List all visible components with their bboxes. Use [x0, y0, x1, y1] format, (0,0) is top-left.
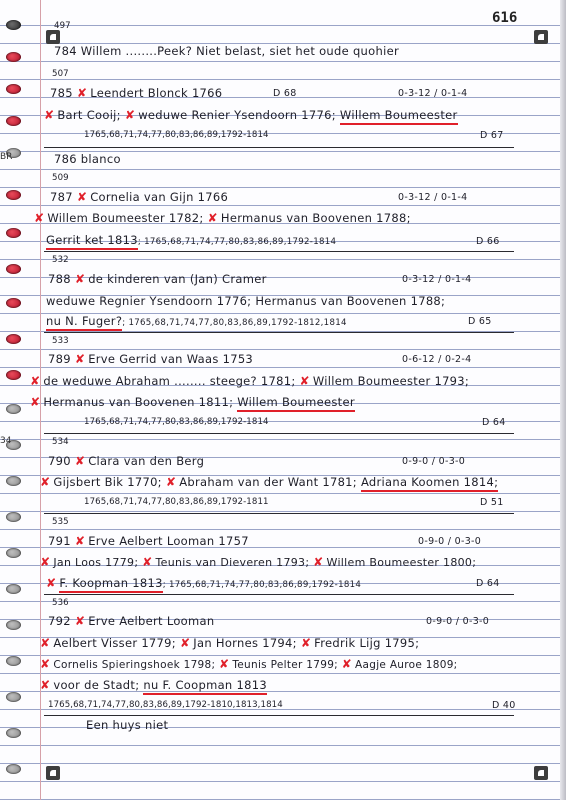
- entry-line: [34, 211, 411, 225]
- entry-line: 786 blanco: [54, 152, 121, 166]
- entry-line: 784 Willem ........Peek? Niet belast, siet het oude quohier: [54, 44, 399, 58]
- owner-name-underlined: Adriana Koomen 1814;: [361, 475, 498, 492]
- tax-amount: 0-9-0 / 0-3-0: [402, 456, 466, 467]
- owner-name: Cornelia van Gijn 1766: [90, 190, 229, 204]
- binder-hole: [6, 298, 21, 308]
- binder-hole: [6, 656, 21, 666]
- binder-hole: [6, 584, 21, 594]
- cross-mark-icon: ✘: [40, 475, 51, 489]
- owner-name: Fredrik Lijg 1795;: [314, 636, 420, 650]
- cross-mark-icon: ✘: [341, 657, 353, 671]
- owner-name: Abraham van der Want 1781;: [179, 475, 357, 489]
- cross-mark-icon: ✘: [74, 454, 86, 468]
- owner-name: voor de Stadt;: [53, 678, 140, 692]
- owner-name: Willem Boumeester 1800;: [326, 556, 477, 569]
- entry-number: 792: [48, 614, 71, 628]
- side-mark: 34: [0, 436, 12, 446]
- cross-mark-icon: ✘: [179, 636, 191, 650]
- cross-mark-icon: ✘: [313, 555, 324, 569]
- entry-line: [30, 395, 355, 409]
- entry-line: [50, 190, 228, 204]
- folio-ref: D 64: [482, 417, 506, 428]
- cross-mark-icon: ✘: [74, 352, 86, 366]
- entry-divider: [44, 433, 514, 434]
- cross-mark-icon: ✘: [40, 636, 51, 650]
- binder-hole: [6, 116, 21, 126]
- cross-mark-icon: ✘: [34, 211, 45, 225]
- cross-mark-icon: ✘: [76, 190, 88, 204]
- entry-number: 787: [50, 190, 73, 204]
- binder-hole: [6, 20, 21, 30]
- entry-line: [44, 108, 458, 122]
- folio-ref: D 68: [273, 88, 297, 99]
- owner-name-underlined: Willem Boumeester: [237, 395, 355, 412]
- year-list: 1765,68,71,74,77,80,83,86,89,1792-1814: [84, 130, 269, 140]
- owner-name: Gijsbert Bik 1770;: [53, 475, 162, 489]
- owner-name-underlined: F. Koopman 1813: [59, 576, 162, 593]
- cross-mark-icon: ✘: [74, 534, 86, 548]
- entry-line: [40, 657, 458, 671]
- year-list: ; 1765,68,71,74,77,80,83,86,89,1792-1814: [137, 237, 337, 247]
- binder-hole: [6, 404, 21, 414]
- owner-name: Aagje Auroe 1809;: [355, 659, 458, 671]
- cross-mark-icon: ✘: [40, 657, 51, 671]
- owner-name: Erve Gerrid van Waas 1753: [88, 352, 254, 366]
- entry-line: [46, 576, 361, 590]
- entry-line: [48, 454, 204, 468]
- corner-logo-icon: [534, 766, 548, 780]
- folio-ref: D 66: [476, 236, 500, 247]
- cross-mark-icon: ✘: [30, 395, 41, 409]
- corner-logo-icon: [46, 30, 60, 44]
- tax-amount: 0-6-12 / 0-2-4: [402, 354, 472, 365]
- owner-name: Jan Hornes 1794;: [193, 636, 297, 650]
- cross-mark-icon: ✘: [40, 678, 51, 692]
- owner-name: de weduwe Abraham ........ steege? 1781;: [43, 374, 296, 388]
- folio-ref: D 64: [476, 578, 500, 589]
- year-list: 1765,68,71,74,77,80,83,86,89,1792-1810,1813,1814: [48, 700, 283, 710]
- owner-name: Erve Aelbert Looman: [88, 614, 215, 628]
- owner-name: de kinderen van (Jan) Cramer: [88, 272, 267, 286]
- cross-mark-icon: ✘: [74, 614, 86, 628]
- corner-logo-icon: [46, 766, 60, 780]
- binder-hole: [6, 190, 21, 200]
- cross-mark-icon: ✘: [76, 86, 88, 100]
- owner-name: Jan Loos 1779;: [53, 556, 139, 569]
- corner-logo-icon: [534, 30, 548, 44]
- folio-ref: D 65: [468, 316, 492, 327]
- folio-ref: D 51: [480, 497, 504, 508]
- binder-hole: [6, 764, 21, 774]
- entry-number: 791: [48, 534, 71, 548]
- entry-line: [48, 272, 267, 286]
- entry-line: Een huys niet: [86, 718, 169, 732]
- cross-mark-icon: ✘: [124, 108, 136, 122]
- cross-mark-icon: ✘: [300, 636, 312, 650]
- cross-mark-icon: ✘: [74, 272, 86, 286]
- tax-amount: 0-3-12 / 0-1-4: [402, 274, 472, 285]
- cross-mark-icon: ✘: [44, 108, 55, 122]
- binder-hole: [6, 370, 21, 380]
- entry-line: [50, 86, 222, 100]
- owner-name: Hermanus van Boovenen 1788;: [220, 211, 411, 225]
- tax-amount: 0-3-12 / 0-1-4: [398, 88, 468, 99]
- cross-mark-icon: ✘: [219, 657, 230, 671]
- entry-ref: 533: [52, 336, 69, 346]
- tax-amount: 0-3-12 / 0-1-4: [398, 192, 468, 203]
- binder-hole: [6, 84, 21, 94]
- year-list: ; 1765,68,71,74,77,80,83,86,89,1792-1812,1814: [122, 318, 347, 328]
- owner-name-underlined: Gerrit ket 1813: [46, 233, 138, 250]
- page-number: 616: [492, 10, 518, 26]
- year-list: ; 1765,68,71,74,77,80,83,86,89,1792-1814: [162, 580, 362, 590]
- entry-divider: [44, 251, 514, 252]
- entry-line: [48, 534, 249, 548]
- owner-name: Teunis van Dieveren 1793;: [155, 556, 310, 569]
- entry-divider: [44, 715, 514, 716]
- owner-name: Willem Boumeester 1793;: [312, 374, 470, 388]
- owner-name: Willem Boumeester 1782;: [47, 211, 204, 225]
- tax-amount: 0-9-0 / 0-3-0: [418, 536, 482, 547]
- binder-hole: [6, 512, 21, 522]
- owner-name: Aelbert Visser 1779;: [53, 636, 176, 650]
- binder-hole: [6, 476, 21, 486]
- entry-line: weduwe Regnier Ysendoorn 1776; Hermanus van Boovenen 1788;: [46, 294, 446, 308]
- cross-mark-icon: ✘: [46, 576, 57, 590]
- owner-name: weduwe Renier Ysendoorn 1776;: [138, 108, 336, 122]
- cross-mark-icon: ✘: [299, 374, 310, 388]
- owner-name: Erve Aelbert Looman 1757: [88, 534, 249, 548]
- entry-divider: [44, 594, 514, 595]
- binder-hole: [6, 264, 21, 274]
- entry-line: [30, 374, 469, 388]
- entry-line: [40, 678, 267, 692]
- binder-hole: [6, 620, 21, 630]
- owner-name: Cornelis Spieringshoek 1798;: [53, 659, 216, 671]
- entry-line: [46, 314, 347, 328]
- binder-hole: [6, 728, 21, 738]
- binder-hole: [6, 228, 21, 238]
- entry-line: [40, 636, 419, 650]
- binder-hole: [6, 52, 21, 62]
- entry-ref: 535: [52, 517, 69, 527]
- page-edge: [560, 0, 566, 800]
- binder-hole: [6, 548, 21, 558]
- entry-number: 790: [48, 454, 71, 468]
- cross-mark-icon: ✘: [40, 555, 51, 569]
- cross-mark-icon: ✘: [207, 211, 218, 225]
- owner-name: Teunis Pelter 1799;: [232, 659, 339, 671]
- entry-line: [46, 233, 336, 247]
- tax-amount: 0-9-0 / 0-3-0: [426, 616, 490, 627]
- owner-name-underlined: nu N. Fuger?: [46, 314, 122, 331]
- owner-name: Bart Cooij;: [57, 108, 121, 122]
- entry-number: 788: [48, 272, 71, 286]
- year-list: 1765,68,71,74,77,80,83,86,89,1792-1811: [84, 497, 269, 507]
- cross-mark-icon: ✘: [165, 475, 177, 489]
- entry-divider: [44, 147, 514, 148]
- entry-divider: [44, 332, 514, 333]
- binder-hole: [6, 334, 21, 344]
- folio-ref: D 67: [480, 130, 504, 141]
- owner-name: Leendert Blonck 1766: [90, 86, 223, 100]
- owner-name: Hermanus van Boovenen 1811;: [43, 395, 234, 409]
- entry-ref: 497: [54, 21, 71, 31]
- cross-mark-icon: ✘: [30, 374, 41, 388]
- entry-ref: 534: [52, 437, 69, 447]
- binder-hole: [6, 692, 21, 702]
- folio-ref: D 40: [492, 700, 516, 711]
- owner-name: Clara van den Berg: [88, 454, 205, 468]
- entry-ref: 509: [52, 173, 69, 183]
- entry-ref: 507: [52, 69, 69, 79]
- entry-ref: 536: [52, 598, 69, 608]
- entry-line: [48, 614, 214, 628]
- owner-name-underlined: nu F. Coopman 1813: [143, 678, 267, 695]
- entry-number: 789: [48, 352, 71, 366]
- entry-line: [40, 475, 498, 489]
- cross-mark-icon: ✘: [142, 555, 153, 569]
- entry-line: [48, 352, 253, 366]
- entry-line: [40, 555, 476, 569]
- year-list: 1765,68,71,74,77,80,83,86,89,1792-1814: [84, 417, 269, 427]
- entry-ref: 532: [52, 255, 69, 265]
- side-mark: BR: [0, 152, 13, 162]
- entry-number: 785: [50, 86, 73, 100]
- entry-divider: [44, 513, 514, 514]
- owner-name-underlined: Willem Boumeester: [340, 108, 458, 125]
